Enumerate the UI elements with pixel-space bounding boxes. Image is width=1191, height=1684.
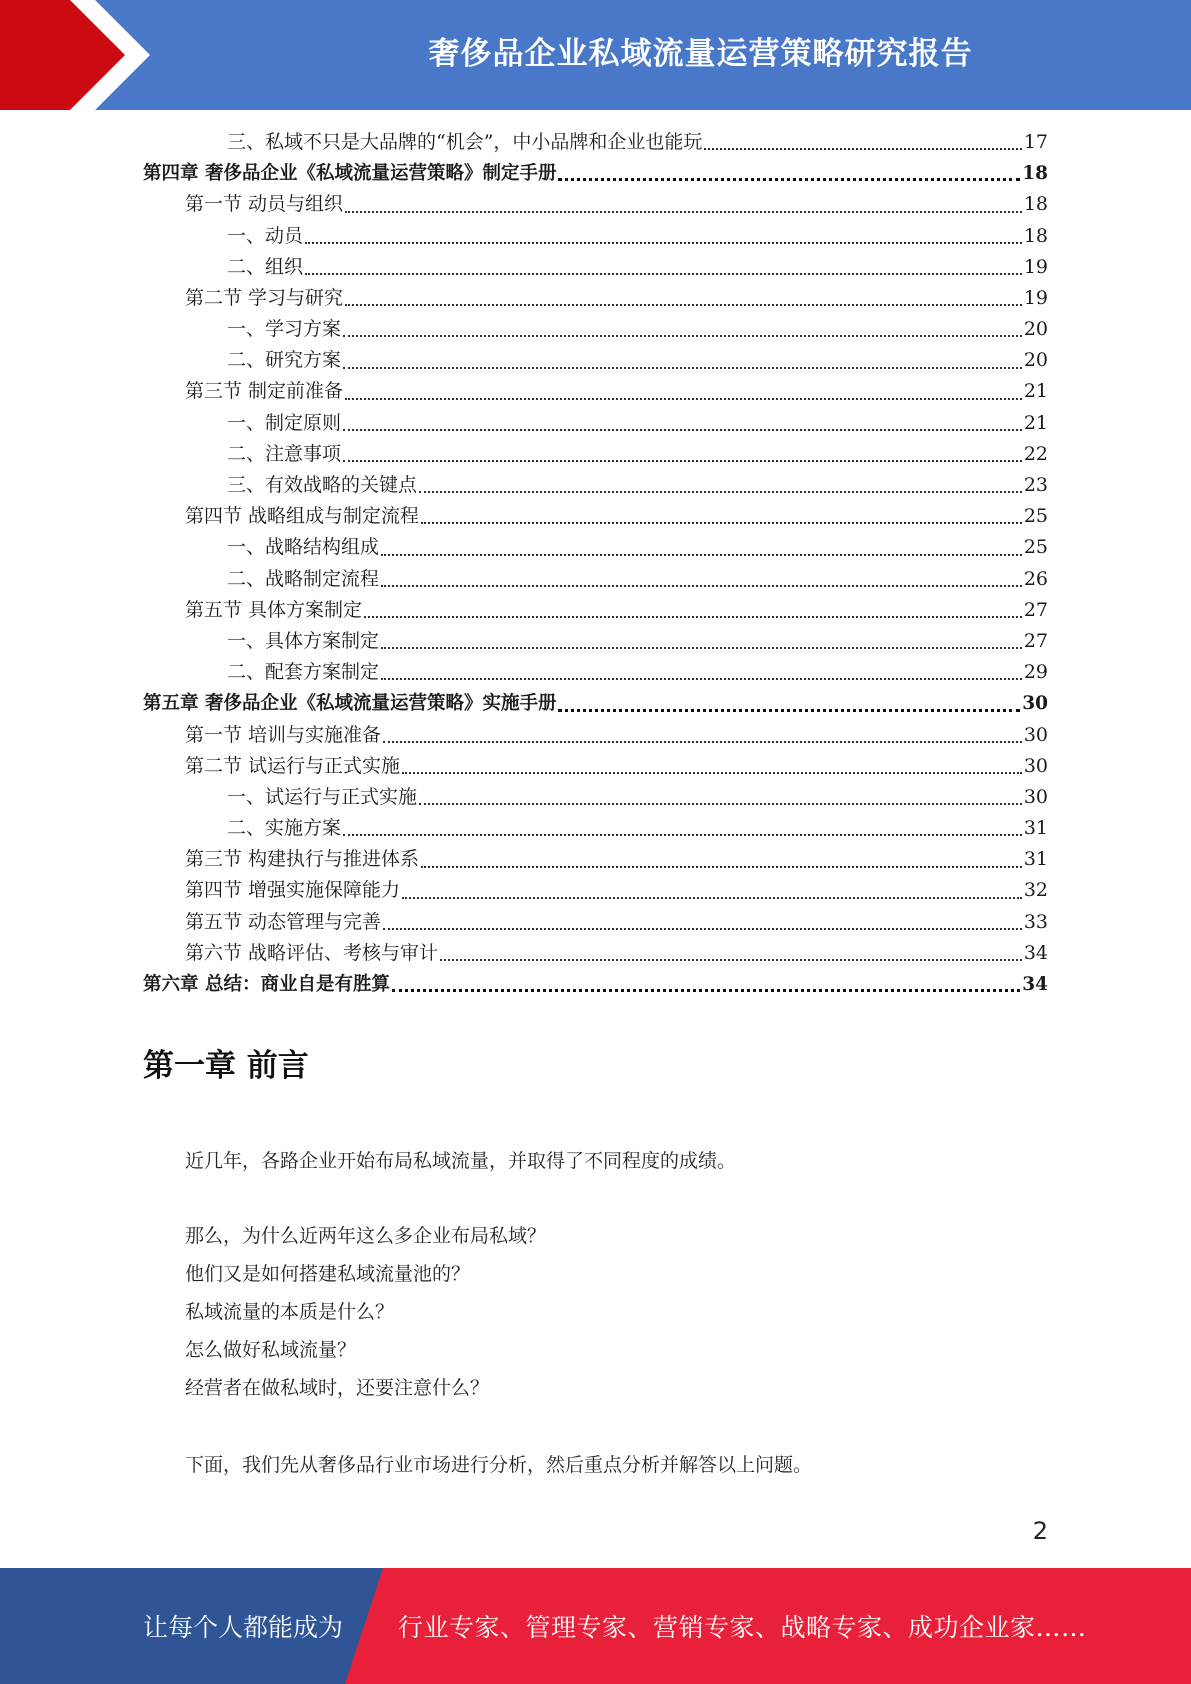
toc-entry-title: 三、有效战略的关键点 <box>227 474 418 497</box>
toc-dot-leader <box>558 708 1020 712</box>
toc-dot-leader <box>305 272 1022 275</box>
paragraph: 私域流量的本质是什么？ <box>185 1301 395 1323</box>
toc-dot-leader <box>381 584 1022 587</box>
toc-entry-page: 34 <box>1022 974 1048 996</box>
toc-dot-leader <box>419 802 1022 805</box>
toc-dot-leader <box>421 865 1022 868</box>
toc-section-entry[interactable] <box>143 283 1048 314</box>
toc-dot-leader <box>343 459 1022 462</box>
toc-entry-page: 29 <box>1023 661 1048 684</box>
toc-entry-page: 23 <box>1023 474 1048 497</box>
toc-chapter-entry[interactable] <box>143 158 1048 189</box>
toc-dot-leader <box>558 177 1020 181</box>
toc-entry-title: 第三节 构建执行与推进体系 <box>185 848 420 871</box>
toc-entry-title: 二、配套方案制定 <box>227 661 380 684</box>
toc-entry-page: 30 <box>1023 785 1048 808</box>
toc-subsection-entry[interactable] <box>143 345 1048 376</box>
toc-entry-page: 18 <box>1023 193 1048 216</box>
toc-section-entry[interactable] <box>143 189 1048 220</box>
toc-dot-leader <box>402 896 1022 899</box>
toc-subsection-entry[interactable] <box>143 127 1048 158</box>
toc-dot-leader <box>402 771 1022 774</box>
toc-entry-page: 18 <box>1023 224 1048 247</box>
page-footer <box>0 1568 1191 1684</box>
toc-subsection-entry[interactable] <box>143 221 1048 252</box>
toc-dot-leader <box>343 833 1022 836</box>
toc-dot-leader <box>345 303 1022 306</box>
toc-dot-leader <box>383 740 1022 743</box>
toc-entry-title: 第二节 学习与研究 <box>185 286 344 309</box>
toc-entry-page: 21 <box>1023 411 1048 434</box>
paragraph: 他们又是如何搭建私域流量池的？ <box>185 1263 471 1285</box>
paragraph: 那么，为什么近两年这么多企业布局私域？ <box>185 1225 547 1247</box>
toc-dot-leader <box>381 646 1022 649</box>
toc-subsection-entry[interactable] <box>143 782 1048 813</box>
toc-entry-title: 三、私域不只是大品牌的“机会”，中小品牌和企业也能玩 <box>227 130 703 153</box>
toc-subsection-entry[interactable] <box>143 439 1048 470</box>
toc-subsection-entry[interactable] <box>143 657 1048 688</box>
toc-section-entry[interactable] <box>143 720 1048 751</box>
toc-entry-page: 25 <box>1023 536 1048 559</box>
toc-dot-leader <box>704 147 1021 150</box>
paragraph: 下面，我们先从奢侈品行业市场进行分析，然后重点分析并解答以上问题。 <box>185 1454 813 1476</box>
toc-entry-page: 25 <box>1023 505 1048 528</box>
toc-section-entry[interactable] <box>143 844 1048 875</box>
toc-dot-leader <box>440 958 1022 961</box>
toc-dot-leader <box>381 677 1022 680</box>
footer-slogan-right: 行业专家、管理专家、营销专家、战略专家、成功企业家…… <box>398 1613 1087 1642</box>
toc-section-entry[interactable] <box>143 377 1048 408</box>
toc-dot-leader <box>345 210 1022 213</box>
document-title: 奢侈品企业私域流量运营策略研究报告 <box>428 35 973 72</box>
toc-entry-page: 26 <box>1023 567 1048 590</box>
toc-entry-title: 一、试运行与正式实施 <box>227 785 418 808</box>
toc-entry-title: 二、实施方案 <box>227 817 342 840</box>
toc-entry-page: 30 <box>1023 723 1048 746</box>
toc-entry-title: 第四章 奢侈品企业《私域流量运营策略》制定手册 <box>143 163 557 185</box>
toc-subsection-entry[interactable] <box>143 532 1048 563</box>
toc-entry-title: 二、组织 <box>227 255 304 278</box>
toc-section-entry[interactable] <box>143 501 1048 532</box>
toc-entry-page: 17 <box>1023 130 1048 153</box>
toc-entry-page: 34 <box>1023 941 1048 964</box>
toc-entry-page: 22 <box>1023 442 1048 465</box>
toc-dot-leader <box>381 553 1022 556</box>
toc-dot-leader <box>392 988 1020 992</box>
toc-entry-title: 第六节 战略评估、考核与审计 <box>185 941 439 964</box>
toc-entry-page: 30 <box>1023 754 1048 777</box>
toc-subsection-entry[interactable] <box>143 408 1048 439</box>
toc-entry-title: 二、研究方案 <box>227 349 342 372</box>
toc-entry-title: 第二节 试运行与正式实施 <box>185 754 401 777</box>
toc-subsection-entry[interactable] <box>143 813 1048 844</box>
toc-dot-leader <box>305 241 1022 244</box>
toc-entry-page: 19 <box>1023 286 1048 309</box>
toc-entry-title: 第三节 制定前准备 <box>185 380 344 403</box>
toc-entry-title: 第五节 具体方案制定 <box>185 598 363 621</box>
toc-chapter-entry[interactable] <box>143 969 1048 1000</box>
toc-section-entry[interactable] <box>143 595 1048 626</box>
toc-subsection-entry[interactable] <box>143 470 1048 501</box>
toc-dot-leader <box>383 927 1022 930</box>
paragraph: 经营者在做私域时，还要注意什么？ <box>185 1377 490 1399</box>
toc-dot-leader <box>343 428 1022 431</box>
toc-entry-title: 第一节 动员与组织 <box>185 193 344 216</box>
toc-entry-title: 一、具体方案制定 <box>227 629 380 652</box>
toc-subsection-entry[interactable] <box>143 252 1048 283</box>
toc-entry-title: 二、战略制定流程 <box>227 567 380 590</box>
chapter-title: 第一章 前言 <box>143 1048 309 1084</box>
toc-entry-page: 31 <box>1023 817 1048 840</box>
toc-section-entry[interactable] <box>143 938 1048 969</box>
paragraph: 怎么做好私域流量？ <box>185 1339 357 1361</box>
toc-entry-title: 第四节 增强实施保障能力 <box>185 879 401 902</box>
page-number: 2 <box>1032 1517 1048 1545</box>
toc-entry-page: 19 <box>1023 255 1048 278</box>
toc-entry-page: 20 <box>1023 318 1048 341</box>
toc-section-entry[interactable] <box>143 751 1048 782</box>
toc-entry-title: 第四节 战略组成与制定流程 <box>185 505 420 528</box>
toc-entry-page: 32 <box>1023 879 1048 902</box>
toc-entry-page: 31 <box>1023 848 1048 871</box>
toc-dot-leader <box>343 334 1022 337</box>
toc-entry-page: 30 <box>1022 693 1048 715</box>
toc-entry-title: 一、制定原则 <box>227 411 342 434</box>
toc-entry-title: 第五章 奢侈品企业《私域流量运营策略》实施手册 <box>143 693 557 715</box>
table-of-contents <box>143 127 1048 1000</box>
toc-dot-leader <box>343 366 1022 369</box>
toc-entry-title: 一、学习方案 <box>227 318 342 341</box>
toc-entry-page: 18 <box>1022 163 1048 185</box>
toc-entry-page: 33 <box>1023 910 1048 933</box>
toc-section-entry[interactable] <box>143 907 1048 938</box>
footer-slogan-left: 让每个人都能成为 <box>143 1613 344 1642</box>
toc-entry-title: 第六章 总结：商业自是有胜算 <box>143 974 390 996</box>
toc-entry-page: 27 <box>1023 629 1048 652</box>
toc-dot-leader <box>345 397 1022 400</box>
toc-entry-title: 第一节 培训与实施准备 <box>185 723 382 746</box>
toc-entry-title: 一、动员 <box>227 224 304 247</box>
toc-dot-leader <box>421 521 1022 524</box>
toc-subsection-entry[interactable] <box>143 564 1048 595</box>
toc-entry-page: 20 <box>1023 349 1048 372</box>
toc-subsection-entry[interactable] <box>143 626 1048 657</box>
toc-dot-leader <box>419 490 1022 493</box>
toc-section-entry[interactable] <box>143 876 1048 907</box>
toc-entry-title: 一、战略结构组成 <box>227 536 380 559</box>
toc-entry-page: 21 <box>1023 380 1048 403</box>
paragraph: 近几年，各路企业开始布局私域流量，并取得了不同程度的成绩。 <box>185 1150 737 1172</box>
toc-subsection-entry[interactable] <box>143 314 1048 345</box>
page-header <box>0 0 1191 110</box>
toc-entry-title: 第五节 动态管理与完善 <box>185 910 382 933</box>
toc-chapter-entry[interactable] <box>143 688 1048 719</box>
toc-entry-title: 二、注意事项 <box>227 442 342 465</box>
toc-entry-page: 27 <box>1023 598 1048 621</box>
toc-dot-leader <box>364 615 1022 618</box>
